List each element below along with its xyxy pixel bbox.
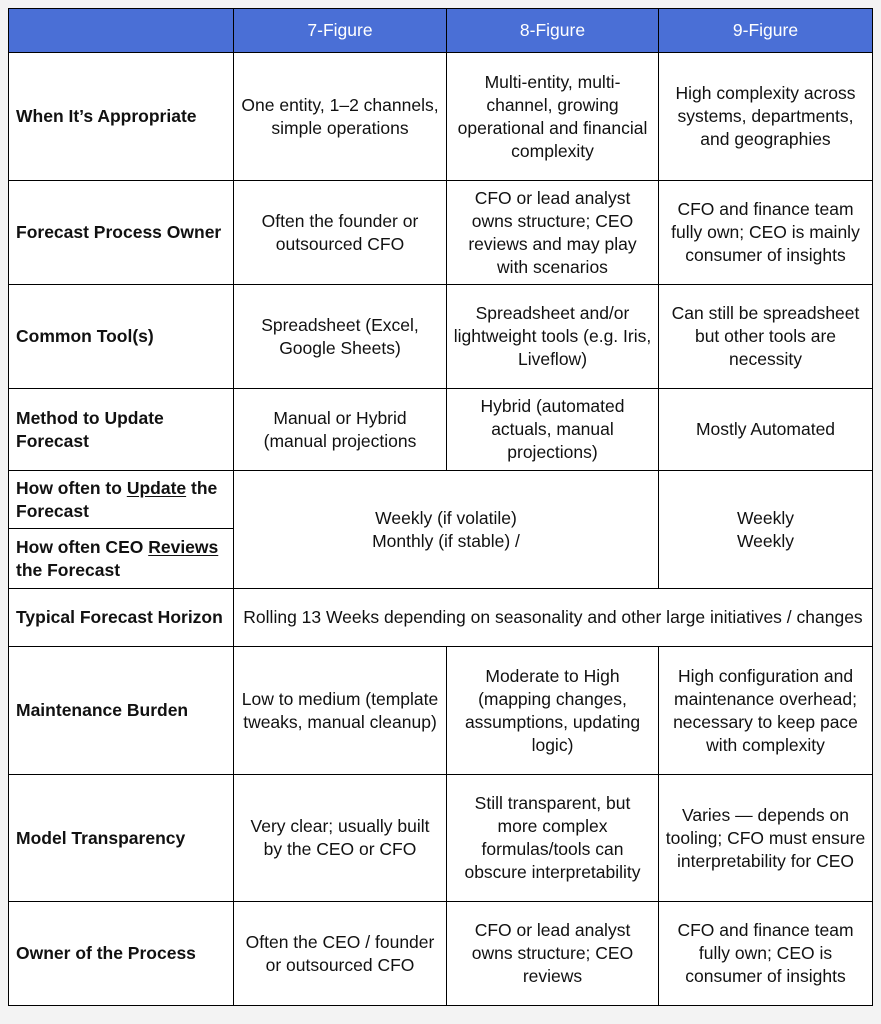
frequency-line-2: Weekly	[736, 530, 795, 551]
header-blank-cell	[9, 9, 234, 53]
header-9-figure: 9-Figure	[659, 9, 873, 53]
cell-9-figure: High configuration and maintenance overhead; necessary to keep pace with complexity	[659, 647, 873, 775]
table-row	[9, 285, 873, 389]
frequency-line-1: Weekly	[736, 507, 795, 528]
comparison-table-wrapper	[8, 8, 872, 1006]
cell-9-figure: CFO and finance team fully own; CEO is consumer of insights	[659, 902, 873, 1006]
cell-7-figure: Spreadsheet (Excel, Google Sheets)	[234, 285, 447, 389]
forecast-comparison-table	[8, 8, 873, 1006]
header-8-figure: 8-Figure	[447, 9, 659, 53]
cell-8-figure: Spreadsheet and/or lightweight tools (e.g. Iris, Liveflow)	[447, 285, 659, 389]
cell-7-figure: Low to medium (template tweaks, manual cleanup)	[234, 647, 447, 775]
row-label-method: Method to Update Forecast	[9, 389, 234, 471]
table-row	[9, 589, 873, 647]
header-7-figure: 7-Figure	[234, 9, 447, 53]
row-label-update-frequency	[9, 471, 234, 529]
table-row	[9, 181, 873, 285]
label-text: the Forecast	[16, 559, 121, 580]
row-label-tools: Common Tool(s)	[9, 285, 234, 389]
label-text: the Forecast	[16, 477, 218, 521]
cell-7-figure: One entity, 1–2 channels, simple operations	[234, 53, 447, 181]
cell-9-figure: High complexity across systems, departments, and geographies	[659, 53, 873, 181]
table-row	[9, 389, 873, 471]
frequency-line-1: Weekly (if volatile)	[375, 507, 517, 528]
label-text: How often CEO	[16, 536, 149, 557]
cell-9-figure: CFO and finance team fully own; CEO is mainly consumer of insights	[659, 181, 873, 285]
merged-frequency-cell	[234, 471, 659, 589]
cell-7-figure: Manual or Hybrid (manual projections	[234, 389, 447, 471]
label-underlined: Reviews	[148, 536, 219, 557]
table-row	[9, 53, 873, 181]
merged-horizon-cell: Rolling 13 Weeks depending on seasonality and other large initiatives / changes	[234, 589, 873, 647]
cell-8-figure: CFO or lead analyst owns structure; CEO reviews	[447, 902, 659, 1006]
row-label-transparency: Model Transparency	[9, 775, 234, 902]
label-underlined: Update	[126, 477, 187, 498]
label-text: How often to	[16, 477, 127, 498]
header-row	[9, 9, 873, 53]
cell-8-figure: Multi-entity, multi-channel, growing operational and financial complexity	[447, 53, 659, 181]
table-row	[9, 902, 873, 1006]
cell-7-figure: Often the CEO / founder or outsourced CFO	[234, 902, 447, 1006]
row-label-maintenance: Maintenance Burden	[9, 647, 234, 775]
row-label-owner: Owner of the Process	[9, 902, 234, 1006]
cell-9-figure: Mostly Automated	[659, 389, 873, 471]
cell-8-figure: Still transparent, but more complex formulas/tools can obscure interpretability	[447, 775, 659, 902]
row-label-review-frequency	[9, 529, 234, 589]
cell-9-figure: Varies — depends on tooling; CFO must ensure interpretability for CEO	[659, 775, 873, 902]
cell-8-figure: CFO or lead analyst owns structure; CEO reviews and may play with scenarios	[447, 181, 659, 285]
row-label-process-owner: Forecast Process Owner	[9, 181, 234, 285]
frequency-line-2: Monthly (if stable) /	[372, 530, 520, 551]
cell-7-figure: Very clear; usually built by the CEO or CFO	[234, 775, 447, 902]
cell-8-figure: Moderate to High (mapping changes, assumptions, updating logic)	[447, 647, 659, 775]
table-row	[9, 775, 873, 902]
row-label-horizon: Typical Forecast Horizon	[9, 589, 234, 647]
row-label-appropriate: When It’s Appropriate	[9, 53, 234, 181]
table-row	[9, 471, 873, 529]
cell-9-figure-frequency	[659, 471, 873, 589]
table-row	[9, 647, 873, 775]
cell-9-figure: Can still be spreadsheet but other tools are necessity	[659, 285, 873, 389]
cell-8-figure: Hybrid (automated actuals, manual projections)	[447, 389, 659, 471]
cell-7-figure: Often the founder or outsourced CFO	[234, 181, 447, 285]
